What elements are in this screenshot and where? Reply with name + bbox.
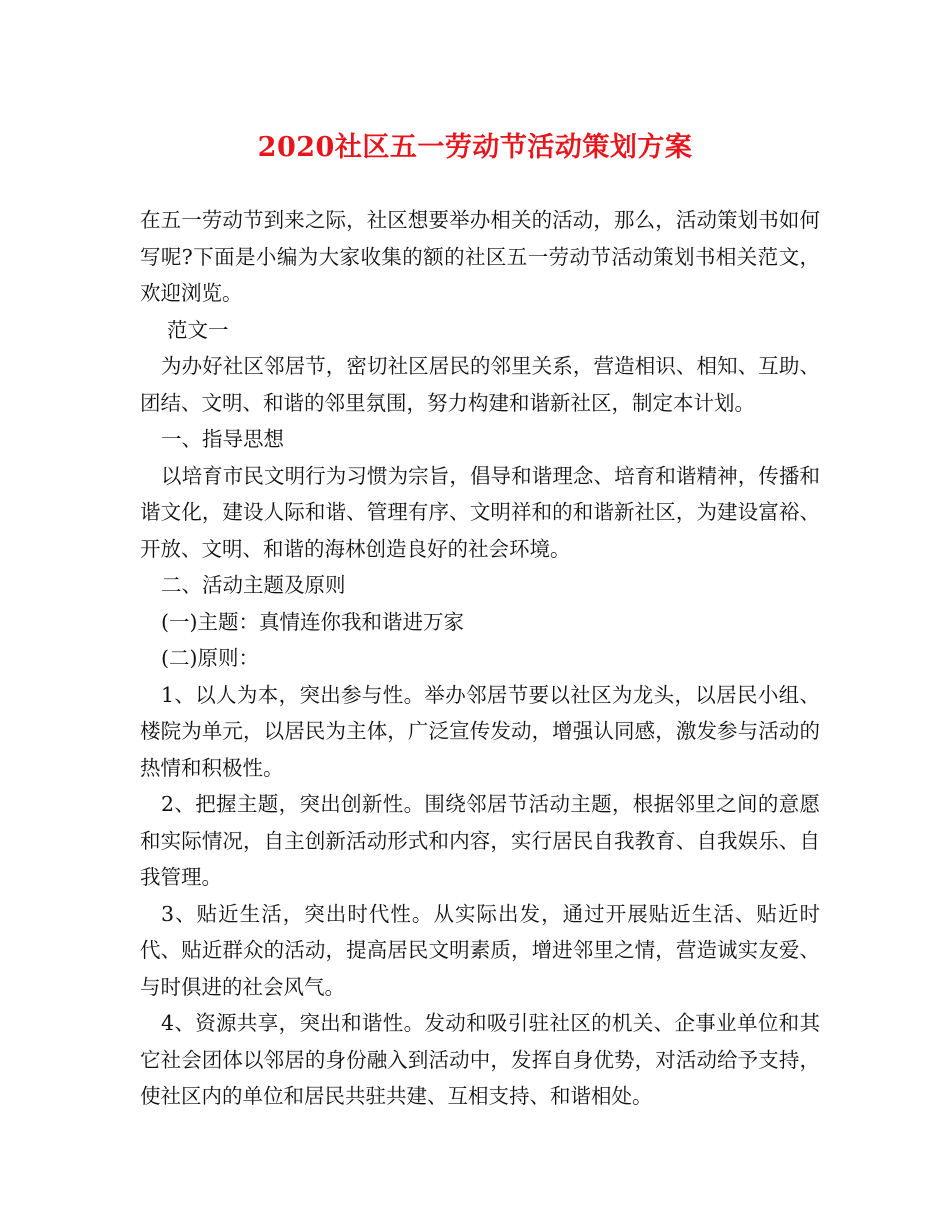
- document-title: 2020社区五一劳动节活动策划方案: [257, 132, 693, 163]
- section-heading-guiding-thought: 一、指导思想: [161, 427, 284, 451]
- sample-heading: 范文一: [167, 317, 229, 342]
- intro-paragraph: 在五一劳动节到来之际，社区想要举办相关的活动，那么，活动策划书如何写呢?下面是小编为大家收集的额的社区五一劳动节活动策划书相关范文，欢迎浏览。: [140, 208, 820, 305]
- theme-line: (一)主题：真情连你我和谐进万家: [161, 609, 464, 634]
- principle-3-paragraph: 3、贴近生活，突出时代性。从实际出发，通过开展贴近生活、贴近时代、贴近群众的活动，提高居民文明素质，增进邻里之情，营造诚实友爱、与时俱进的社会风气。: [140, 901, 820, 999]
- principle-1-paragraph: 1、以人为本，突出参与性。举办邻居节要以社区为龙头，以居民小组、楼院为单元，以居民为主体，广泛宣传发动，增强认同感，激发参与活动的热情和积极性。: [140, 682, 820, 780]
- principles-heading: (二)原则：: [161, 646, 259, 670]
- principle-4-paragraph: 4、资源共享，突出和谐性。发动和吸引驻社区的机关、企事业单位和其它社会团体以邻居的身份融入到活动中，发挥自身优势，对活动给予支持，使社区内的单位和居民共驻共建、互相支持、和谐相处。: [140, 1011, 820, 1108]
- guiding-thought-paragraph: 以培育市民文明行为习惯为宗旨，倡导和谐理念、培育和谐精神，传播和谐文化，建设人际和谐、管理有序、文明祥和的和谐新社区，为建设富裕、开放、文明、和谐的海林创造良好的社会环境。: [140, 463, 820, 561]
- section-heading-theme-principles: 二、活动主题及原则: [161, 573, 346, 597]
- principle-2-paragraph: 2、把握主题，突出创新性。围绕邻居节活动主题，根据邻里之间的意愿和实际情况，自主创新活动形式和内容，实行居民自我教育、自我娱乐、自我管理。: [140, 792, 820, 889]
- document-body: [140, 202, 820, 1115]
- purpose-paragraph: 为办好社区邻居节，密切社区居民的邻里关系，营造相识、相知、互助、团结、文明、和谐的邻里氛围，努力构建和谐新社区，制定本计划。: [140, 354, 820, 415]
